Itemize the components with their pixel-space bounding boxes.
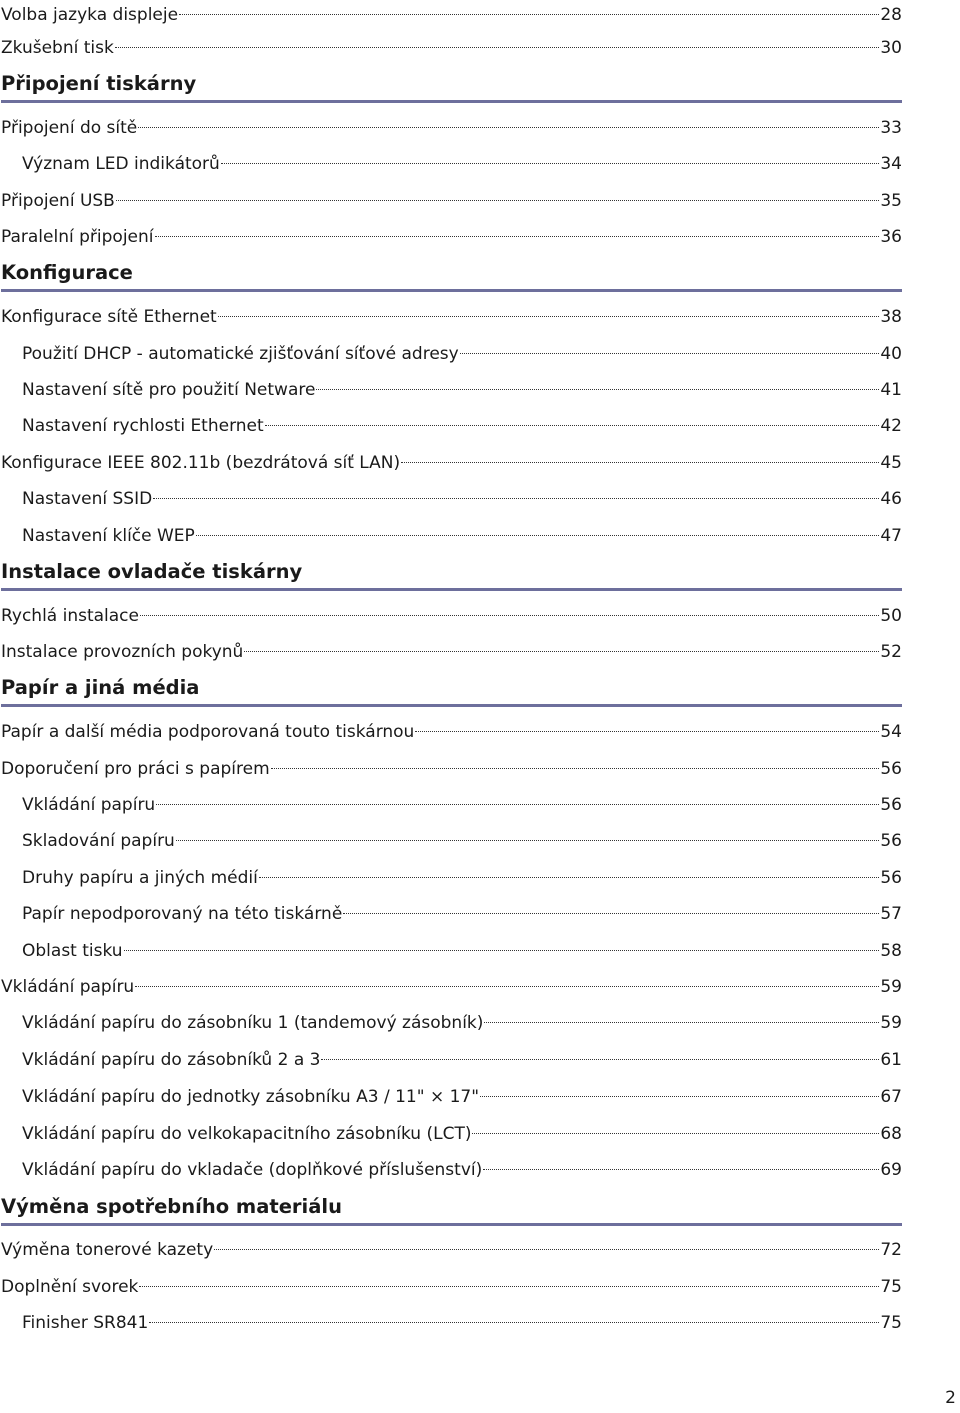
toc-entry-title: Připojení do sítě (1, 118, 138, 138)
dot-leader (244, 651, 879, 652)
section-rule (1, 100, 902, 103)
dot-leader (116, 200, 880, 201)
toc-entry-title: Vkládání papíru do zásobníku 1 (tandemový zásobník) (22, 1013, 484, 1033)
dot-leader (149, 1322, 879, 1323)
toc-entry-page: 75 (880, 1313, 902, 1333)
section-heading (1, 673, 902, 707)
section-heading (1, 557, 902, 591)
toc-entry-page: 58 (880, 941, 902, 961)
toc-entry-page: 68 (880, 1124, 902, 1144)
toc-entry-page: 56 (880, 868, 902, 888)
dot-leader (140, 615, 879, 616)
toc-entry-page: 72 (880, 1240, 902, 1260)
dot-leader (401, 462, 879, 463)
toc-entry-title: Oblast tisku (22, 941, 123, 961)
toc-entry-page: 59 (880, 977, 902, 997)
toc-entry-page: 57 (880, 904, 902, 924)
toc-entry-title: Finisher SR841 (22, 1313, 149, 1333)
dot-leader (155, 236, 880, 237)
toc-entry[interactable] (0, 113, 902, 143)
toc-entry[interactable] (0, 411, 902, 441)
dot-leader (460, 353, 880, 354)
toc-entry-title: Význam LED indikátorů (22, 154, 220, 174)
toc-entry-page: 67 (880, 1087, 902, 1107)
toc-entry[interactable] (0, 375, 902, 405)
toc-entry-page: 40 (880, 344, 902, 364)
toc-entry-title: Druhy papíru a jiných médií (22, 868, 258, 888)
dot-leader (156, 804, 879, 805)
toc-entry-page: 56 (880, 795, 902, 815)
section-title: Připojení tiskárny (1, 72, 197, 95)
section-rule (1, 289, 902, 292)
dot-leader (218, 316, 880, 317)
toc-entry-title: Skladování papíru (22, 831, 175, 851)
toc-entry-page: 47 (880, 526, 902, 546)
toc-entry-title: Vkládání papíru do jednotky zásobníku A3 / 11" × 17" (22, 1087, 480, 1107)
toc-entry-page: 54 (880, 722, 902, 742)
toc-entry-title: Vkládání papíru (1, 977, 135, 997)
section-heading (1, 1192, 902, 1226)
toc-entry[interactable] (0, 717, 902, 747)
toc-entry-page: 28 (880, 5, 902, 25)
dot-leader (259, 877, 879, 878)
section-heading (1, 258, 902, 292)
section-rule (1, 588, 902, 591)
toc-entry-page: 46 (880, 489, 902, 509)
toc-entry[interactable] (0, 826, 902, 856)
toc-entry-title: Papír nepodporovaný na této tiskárně (22, 904, 343, 924)
toc-entry-title: Vkládání papíru do vkladače (doplňkové příslušenství) (22, 1160, 483, 1180)
toc-entry-page: 30 (880, 38, 902, 58)
toc-entry-page: 69 (880, 1160, 902, 1180)
page-number: 2 (945, 1388, 956, 1408)
dot-leader (176, 840, 880, 841)
toc-entry-title: Rychlá instalace (1, 606, 139, 626)
section-title: Instalace ovladače tiskárny (1, 560, 303, 583)
dot-leader (115, 47, 880, 48)
dot-leader (472, 1133, 879, 1134)
toc-entry[interactable] (0, 754, 902, 784)
dot-leader (343, 913, 879, 914)
toc-entry-page: 33 (880, 118, 902, 138)
toc-entry-page: 36 (880, 227, 902, 247)
dot-leader (321, 1059, 879, 1060)
toc-entry-title: Papír a další média podporovaná touto tiskárnou (1, 722, 415, 742)
toc-entry-title: Konfigurace IEEE 802.11b (bezdrátová síť LAN) (1, 453, 401, 473)
toc-entry-title: Nastavení sítě pro použití Netware (22, 380, 316, 400)
toc-entry[interactable] (0, 936, 902, 966)
dot-leader (153, 498, 879, 499)
dot-leader (138, 127, 879, 128)
section-heading (1, 69, 902, 103)
toc-entry-title: Nastavení SSID (22, 489, 153, 509)
toc-entry-title: Nastavení rychlosti Ethernet (22, 416, 264, 436)
toc-entry[interactable] (0, 863, 902, 893)
toc-entry[interactable] (0, 1119, 902, 1149)
toc-entry-page: 75 (880, 1277, 902, 1297)
dot-leader (124, 950, 880, 951)
toc-entry-title: Instalace provozních pokynů (1, 642, 244, 662)
dot-leader (135, 986, 879, 987)
toc-entry-page: 61 (880, 1050, 902, 1070)
toc-entry[interactable] (0, 521, 902, 551)
toc-entry-title: Doplnění svorek (1, 1277, 139, 1297)
toc-entry-page: 42 (880, 416, 902, 436)
dot-leader (265, 425, 880, 426)
toc-entry-title: Připojení USB (1, 191, 115, 211)
section-title: Konfigurace (1, 261, 133, 284)
dot-leader (139, 1286, 879, 1287)
section-title: Papír a jiná média (1, 676, 200, 699)
toc-entry-page: 52 (880, 642, 902, 662)
toc-entry[interactable] (0, 972, 902, 1002)
toc-entry-title: Doporučení pro práci s papírem (1, 759, 270, 779)
toc-entry[interactable] (0, 601, 902, 631)
toc-entry[interactable] (0, 448, 902, 478)
dot-leader (214, 1249, 879, 1250)
toc-entry-title: Vkládání papíru do zásobníků 2 a 3 (22, 1050, 321, 1070)
toc-entry-title: Zkušební tisk (1, 38, 114, 58)
toc-entry-page: 35 (880, 191, 902, 211)
toc-entry-title: Vkládání papíru do velkokapacitního zásobníku (LCT) (22, 1124, 472, 1144)
dot-leader (316, 389, 879, 390)
toc-entry-title: Paralelní připojení (1, 227, 154, 247)
toc-entry-page: 59 (880, 1013, 902, 1033)
toc-entry-title: Vkládání papíru (22, 795, 156, 815)
toc-entry-title: Výměna tonerové kazety (1, 1240, 214, 1260)
toc-entry[interactable] (0, 1235, 902, 1265)
dot-leader (196, 535, 880, 536)
toc-entry-title: Volba jazyka displeje (1, 5, 179, 25)
section-rule (1, 704, 902, 707)
dot-leader (483, 1169, 879, 1170)
toc-entry[interactable] (0, 0, 902, 30)
toc-entry-page: 38 (880, 307, 902, 327)
dot-leader (480, 1096, 879, 1097)
toc-entry-page: 56 (880, 759, 902, 779)
toc-entry-title: Použití DHCP - automatické zjišťování síťové adresy (22, 344, 459, 364)
toc-entry[interactable] (0, 302, 902, 332)
toc-entry[interactable] (0, 339, 902, 369)
toc-entry[interactable] (0, 637, 902, 667)
toc-entry-title: Konfigurace sítě Ethernet (1, 307, 217, 327)
dot-leader (271, 768, 880, 769)
toc-entry[interactable] (0, 186, 902, 216)
section-title: Výměna spotřebního materiálu (1, 1195, 342, 1218)
toc-entry[interactable] (0, 149, 902, 179)
toc-entry[interactable] (0, 1308, 902, 1338)
toc-entry-page: 34 (880, 154, 902, 174)
toc-entry-page: 41 (880, 380, 902, 400)
dot-leader (415, 731, 879, 732)
toc-entry[interactable] (0, 222, 902, 252)
toc-entry-page: 50 (880, 606, 902, 626)
toc-entry[interactable] (0, 790, 902, 820)
toc-entry-page: 56 (880, 831, 902, 851)
toc-entry[interactable] (0, 899, 902, 929)
toc-entry[interactable] (0, 484, 902, 514)
dot-leader (484, 1022, 879, 1023)
dot-leader (221, 163, 880, 164)
toc-entry[interactable] (0, 1272, 902, 1302)
section-rule (1, 1223, 902, 1226)
toc-entry[interactable] (0, 1082, 902, 1112)
toc-entry[interactable] (0, 33, 902, 63)
dot-leader (179, 14, 879, 15)
toc-entry[interactable] (0, 1008, 902, 1038)
toc-entry-page: 45 (880, 453, 902, 473)
toc-entry[interactable] (0, 1045, 902, 1075)
toc-entry-title: Nastavení klíče WEP (22, 526, 195, 546)
toc-entry[interactable] (0, 1155, 902, 1185)
